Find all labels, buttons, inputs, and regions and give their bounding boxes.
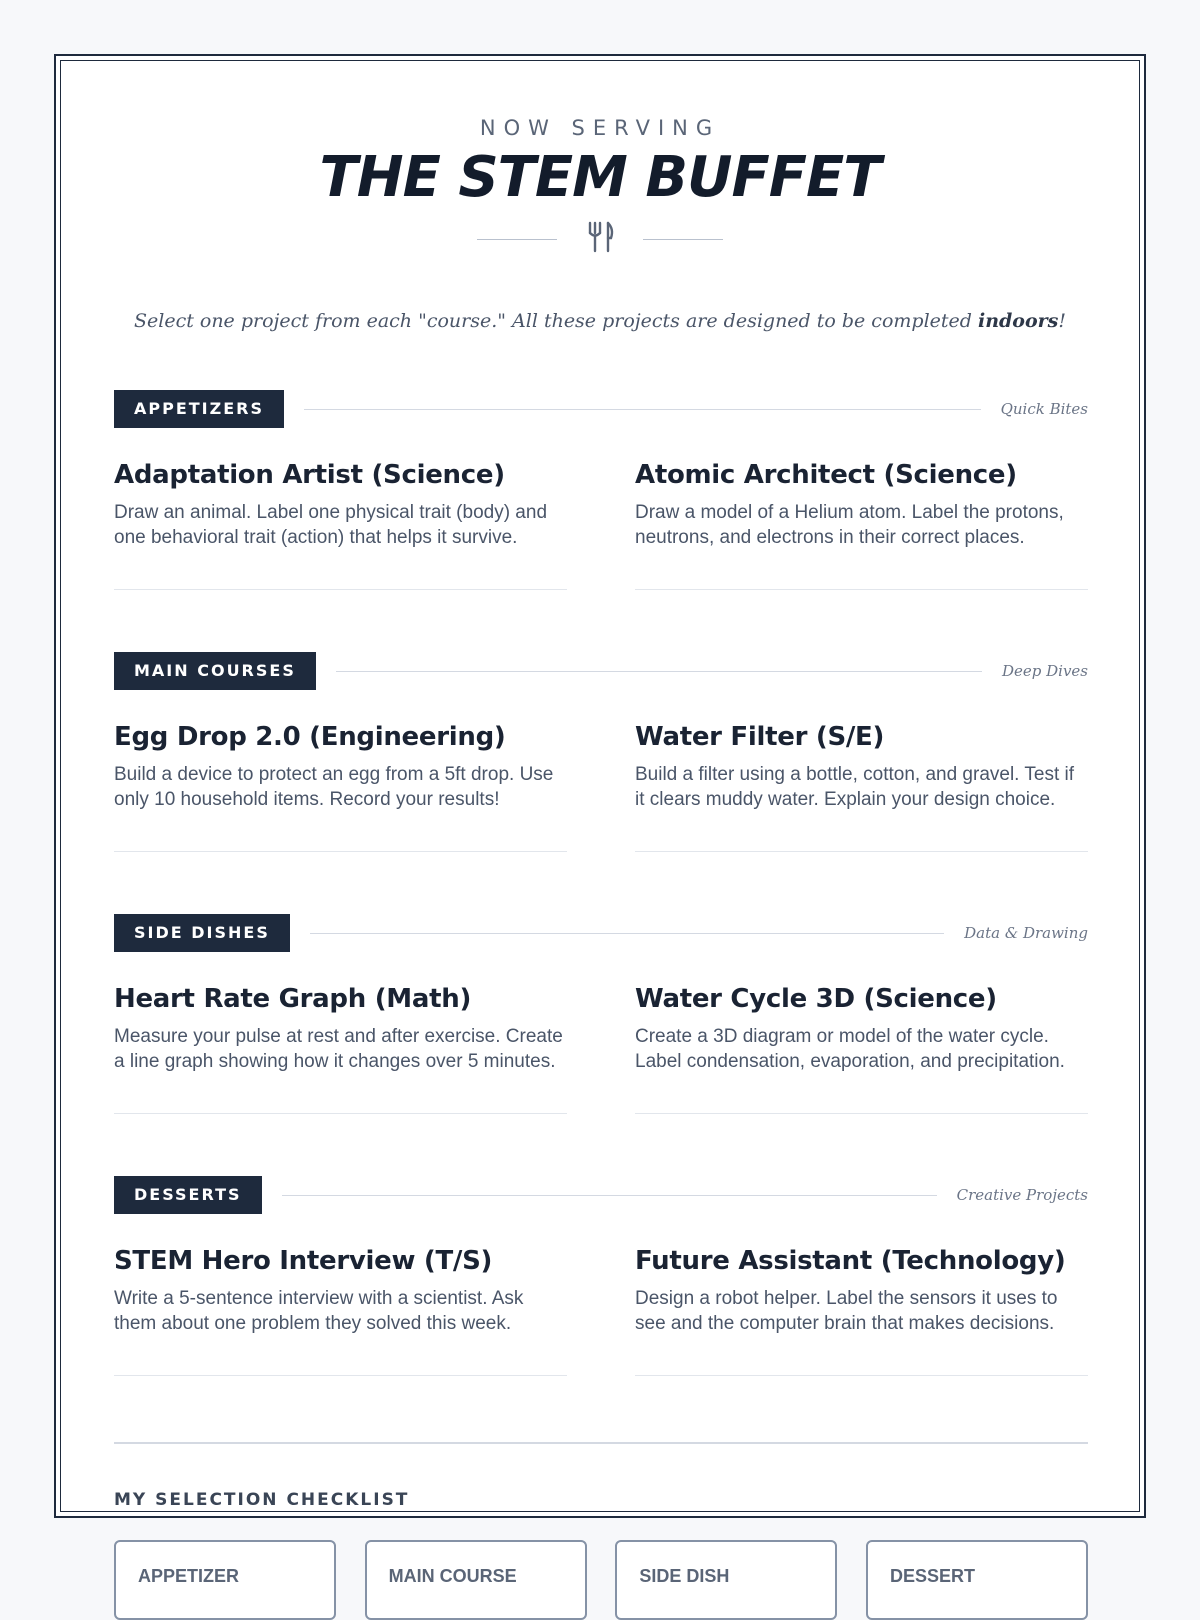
- course-header: [114, 652, 1088, 690]
- course-items: [114, 982, 1088, 1114]
- item-title: Future Assistant (Technology): [635, 1246, 1066, 1276]
- course-header: [114, 914, 1088, 952]
- course-label: SIDE DISHES: [114, 914, 290, 952]
- course-header: [114, 1176, 1088, 1214]
- item-description: Measure your pulse at rest and after exercise. Create a line graph showing how it changes over 5 minutes.: [114, 1026, 563, 1072]
- menu-item: [114, 982, 567, 1114]
- item-description: Draw a model of a Helium atom. Label the protons, neutrons, and electrons in their correct places.: [635, 502, 1064, 548]
- course-label: APPETIZERS: [114, 390, 284, 428]
- checklist-box-main-course[interactable]: MAIN COURSE: [365, 1540, 587, 1620]
- item-description: Design a robot helper. Label the sensors it uses to see and the computer brain that makes decisions.: [635, 1288, 1058, 1334]
- item-description: Build a filter using a bottle, cotton, and gravel. Test if it clears muddy water. Explain your design choice.: [635, 764, 1075, 810]
- course-label: DESSERTS: [114, 1176, 262, 1214]
- course-subtitle: Creative Projects: [956, 1186, 1088, 1204]
- eyebrow-text: NOW SERVING: [479, 116, 721, 140]
- intro-emphasis: indoors: [977, 310, 1059, 332]
- menu-item: [635, 720, 1088, 852]
- checklist-box-dessert[interactable]: DESSERT: [866, 1540, 1088, 1620]
- item-description: Draw an animal. Label one physical trait (body) and one behavioral trait (action) that helps it survive.: [114, 502, 548, 548]
- checklist-divider: [114, 1442, 1088, 1444]
- course-subtitle: Data & Drawing: [964, 924, 1088, 942]
- course-rule: [282, 1195, 937, 1196]
- item-title: Adaptation Artist (Science): [114, 460, 505, 490]
- item-description: Write a 5-sentence interview with a scientist. Ask them about one problem they solved this week.: [114, 1288, 524, 1334]
- item-title: Egg Drop 2.0 (Engineering): [114, 722, 506, 752]
- checklist-boxes: [114, 1540, 1088, 1620]
- item-description: Build a device to protect an egg from a 5ft drop. Use only 10 household items. Record your results!: [114, 764, 554, 810]
- menu-item: [635, 1244, 1088, 1376]
- item-title: Atomic Architect (Science): [635, 460, 1017, 490]
- course-rule: [310, 933, 944, 934]
- menu-item: [114, 1244, 567, 1376]
- menu-card: [54, 54, 1146, 1518]
- divider-line-right: [643, 239, 723, 240]
- course-subtitle: Deep Dives: [1001, 662, 1088, 680]
- menu-item: [114, 720, 567, 852]
- course-rule: [336, 671, 982, 672]
- course-rule: [304, 409, 981, 410]
- course-header: [114, 390, 1088, 428]
- menu-item: [635, 458, 1088, 590]
- course-items: [114, 720, 1088, 852]
- menu-item: [114, 458, 567, 590]
- course-label: MAIN COURSES: [114, 652, 316, 690]
- course-main-courses: [114, 652, 1088, 852]
- item-title: Water Filter (S/E): [635, 722, 885, 752]
- divider-line-left: [477, 239, 557, 240]
- title-divider: [56, 220, 1144, 258]
- intro-text-before: Select one project from each "course." All these projects are designed to be completed: [133, 310, 978, 332]
- item-title: Heart Rate Graph (Math): [114, 984, 472, 1014]
- course-appetizers: [114, 390, 1088, 590]
- intro-text-after: !: [1058, 310, 1066, 332]
- checklist-box-appetizer[interactable]: APPETIZER: [114, 1540, 336, 1620]
- course-items: [114, 458, 1088, 590]
- course-desserts: [114, 1176, 1088, 1376]
- item-title: STEM Hero Interview (T/S): [114, 1246, 493, 1276]
- course-items: [114, 1244, 1088, 1376]
- fork-knife-icon: [583, 220, 617, 258]
- item-description: Create a 3D diagram or model of the water cycle. Label condensation, evaporation, and precipitation.: [635, 1026, 1065, 1072]
- course-subtitle: Quick Bites: [1000, 400, 1088, 418]
- checklist-box-side-dish[interactable]: SIDE DISH: [615, 1540, 837, 1620]
- menu-item: [635, 982, 1088, 1114]
- page-title: THE STEM BUFFET: [319, 145, 881, 210]
- intro-text: [56, 310, 1144, 332]
- checklist-title: MY SELECTION CHECKLIST: [114, 1490, 410, 1510]
- course-side-dishes: [114, 914, 1088, 1114]
- menu-header: [56, 116, 1144, 258]
- item-title: Water Cycle 3D (Science): [635, 984, 997, 1014]
